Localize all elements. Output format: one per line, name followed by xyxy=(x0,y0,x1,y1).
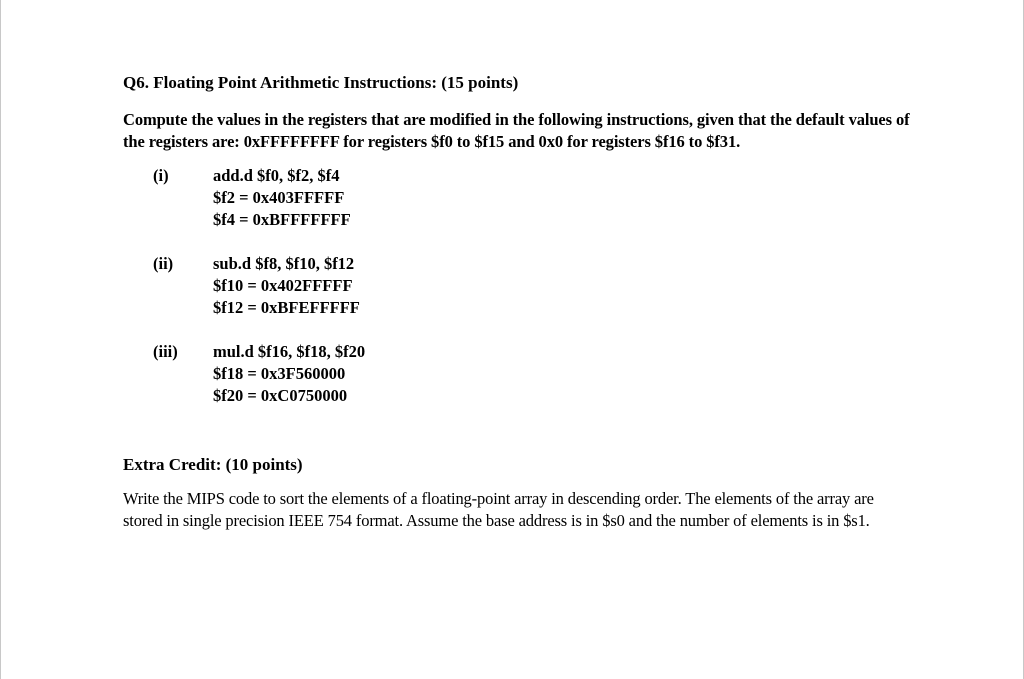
operand-line: $f12 = 0xBFEFFFFF xyxy=(213,298,360,317)
question-intro: Compute the values in the registers that are modified in the following instructions, given that the default values of the registers are: 0xFFFFFFFF for registers $f0 to $f15 and 0x0 for registers $f16 to $f31. xyxy=(123,110,910,151)
operand-line: $f2 = 0x403FFFFF xyxy=(213,188,345,207)
operand-line: $f4 = 0xBFFFFFFF xyxy=(213,210,351,229)
question-title: Q6. Floating Point Arithmetic Instructions: (15 points) xyxy=(123,73,519,92)
instruction-line: sub.d $f8, $f10, $f12 xyxy=(213,254,355,273)
part-lines xyxy=(213,165,351,231)
part-label: (i) xyxy=(153,166,169,185)
instruction-line: add.d $f0, $f2, $f4 xyxy=(213,166,340,185)
extra-credit-body: Write the MIPS code to sort the elements of a floating-point array in descending order. The elements of the array are stored in single precision IEEE 754 format. Assume the base address is in $s0 and the number of elements is in $s1. xyxy=(123,489,874,530)
part-lines xyxy=(213,253,360,319)
extra-credit-title: Extra Credit: (10 points) xyxy=(123,455,303,474)
part-label: (iii) xyxy=(153,342,178,361)
part-lines xyxy=(213,341,365,407)
part-label: (ii) xyxy=(153,254,174,273)
operand-line: $f10 = 0x402FFFFF xyxy=(213,276,353,295)
instruction-line: mul.d $f16, $f18, $f20 xyxy=(213,342,366,361)
operand-line: $f18 = 0x3F560000 xyxy=(213,364,346,383)
operand-line: $f20 = 0xC0750000 xyxy=(213,386,348,405)
